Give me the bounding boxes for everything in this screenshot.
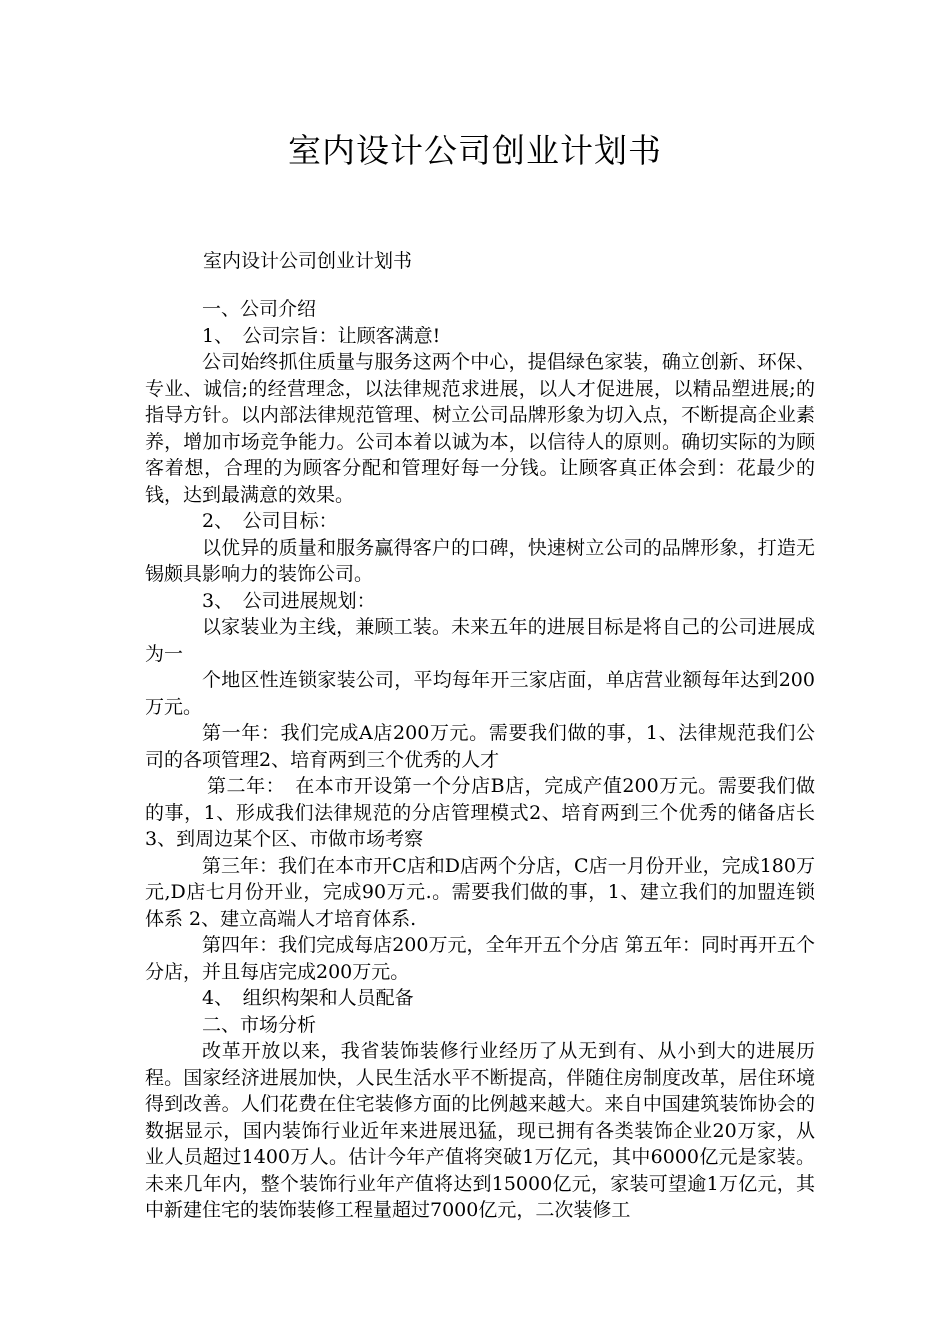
paragraph: 改革开放以来，我省装饰装修行业经历了从无到有、从小到大的进展历程。国家经济进展加快，人民生活水平不断提高，伴随住房制度改革，居住环境得到改善。人们花费在住宅装修方面的比例越来越大。来自中国建筑装饰协会的数据显示，国内装饰行业近年来进展迅猛，现已拥有各类装饰企业20万家，从业人员超过1400万人。估计今年产值将突破1万亿元，其中6000亿元是家装。未来几年内，整个装饰行业年产值将达到15000亿元，家装可望逾1万亿元，其中新建住宅的装饰装修工程量超过7000亿元，二次装修工 xyxy=(145,1040,815,1221)
paragraph: 第二年： 在本市开设第一个分店B店，完成产值200万元。需要我们做的事，1、形成我们法律规范的分店管理模式2、培育两到三个优秀的储备店长 3、到周边某个区、市做市场考察 xyxy=(145,775,815,850)
paragraph: 公司始终抓住质量与服务这两个中心，提倡绿色家装，确立创新、环保、专业、诚信;的经营理念，以法律规范求进展，以人才促进展，以精品塑进展;的指导方针。以内部法律规范管理、树立公司品牌形象为切入点，不断提高企业素养，增加市场竞争能力。公司本着以诚为本，以信待人的原则。确切实际的为顾客着想，合理的为顾客分配和管理好每一分钱。让顾客真正体会到：花最少的钱，达到最满意的效果。 xyxy=(145,351,815,506)
paragraph: 个地区性连锁家装公司，平均每年开三家店面，单店营业额每年达到200万元。 xyxy=(145,669,815,718)
section-heading: 一、公司介绍 xyxy=(202,298,317,320)
paragraph: 第四年：我们完成每店200万元，全年开五个分店 第五年：同时再开五个分店，并且每店完成200万元。 xyxy=(145,934,815,983)
paragraph: 以家装业为主线，兼顾工装。未来五年的进展目标是将自己的公司进展成为一 xyxy=(145,616,815,665)
document-title: 室内设计公司创业计划书 xyxy=(288,131,662,170)
paragraph: 第三年：我们在本市开C店和D店两个分店，C店一月份开业，完成180万元,D店七月份开业，完成90万元.。需要我们做的事，1、建立我们的加盟连锁体系 2、建立高端人才培育体系. xyxy=(145,854,815,930)
subsection-heading: 2、 公司目标： xyxy=(202,510,338,532)
document-subtitle: 室内设计公司创业计划书 xyxy=(203,250,413,272)
subsection-heading: 4、 组织构架和人员配备 xyxy=(202,987,414,1009)
document-body xyxy=(145,296,815,1224)
paragraph: 第一年：我们完成A店200万元。需要我们做的事，1、法律规范我们公司的各项管理2、培育两到三个优秀的人才 xyxy=(145,722,815,771)
subsection-heading: 3、 公司进展规划： xyxy=(202,589,376,612)
subsection-heading: 1、 公司宗旨：让顾客满意! xyxy=(202,324,441,347)
paragraph: 以优异的质量和服务赢得客户的口碑，快速树立公司的品牌形象，打造无锡颇具影响力的装饰公司。 xyxy=(145,536,815,585)
section-heading: 二、市场分析 xyxy=(202,1013,317,1036)
